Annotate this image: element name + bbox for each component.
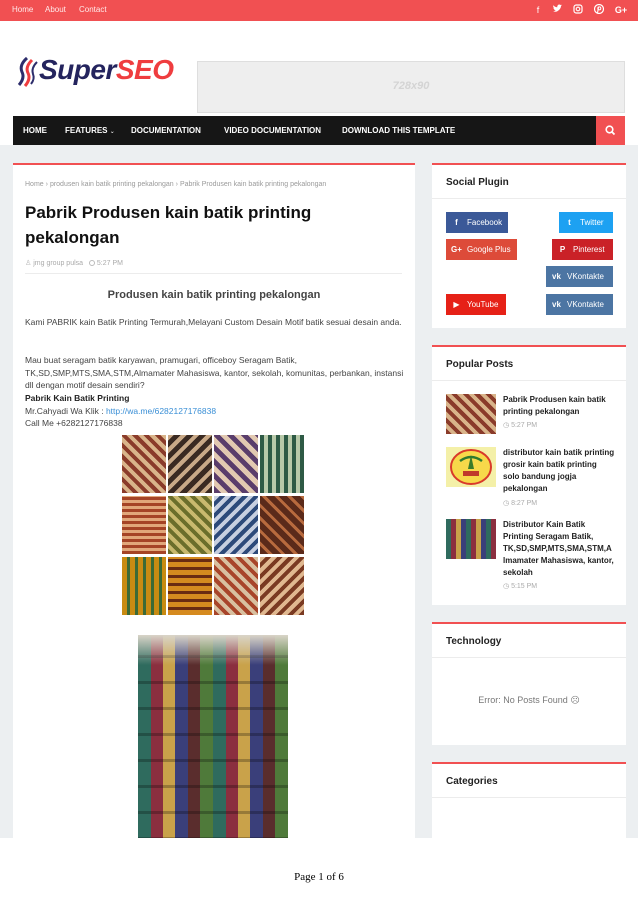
logo-mark-icon <box>13 56 39 88</box>
top-bar <box>0 0 638 21</box>
categories-title: Categories <box>446 776 498 787</box>
ad-banner[interactable] <box>197 61 625 113</box>
post-paragraph-2: Mau buat seragam batik karyawan, pramugari, officeboy Seragam Batik, TK,SD,SMP,MTS,SMA,STM,Almamater Mahasiswa, kantor, sekolah, komunitas, perbankan, instansi dll dengan motif desain sendiri? <box>25 355 404 390</box>
popular-post-time-3: ◷ 5:15 PM <box>503 583 538 590</box>
technology-empty-message: Error: No Posts Found ☹ <box>478 695 580 705</box>
breadcrumb-category[interactable]: produsen kain batik printing pekalongan <box>49 181 174 188</box>
popular-posts-title: Popular Posts <box>446 359 514 370</box>
search-button[interactable] <box>596 116 625 145</box>
popular-post-title-1[interactable]: Pabrik Produsen kain batik printing pekalongan <box>503 395 606 416</box>
site-header <box>0 21 638 116</box>
divider <box>432 657 626 658</box>
post-paragraph-1: Kami PABRIK kain Batik Printing Termurah,Melayani Custom Desain Motif batik sesuai desain anda. <box>25 317 402 327</box>
technology-widget <box>432 622 626 745</box>
top-link-contact[interactable]: Contact <box>79 5 107 14</box>
post-subheading: Produsen kain batik printing pekalongan <box>107 289 321 301</box>
divider <box>432 380 626 381</box>
breadcrumb-current: Pabrik Produsen kain batik printing pekalongan <box>179 181 327 188</box>
top-link-home[interactable]: Home <box>12 5 34 14</box>
breadcrumb <box>25 181 326 188</box>
social-pinterest-button[interactable]: P Pinterest <box>552 239 613 260</box>
facebook-icon[interactable]: f <box>536 5 540 15</box>
nav-features[interactable] <box>65 126 115 135</box>
social-google-plus-button[interactable]: G+ Google Plus <box>446 239 517 260</box>
post-title: Pabrik Produsen kain batik printing pekalongan <box>25 203 312 247</box>
batik-rack-photo <box>138 635 288 838</box>
social-plugin-title: Social Plugin <box>446 177 509 188</box>
post-author[interactable]: jmg group pulsa <box>33 260 84 267</box>
call-line: Call Me +6282127176838 <box>25 418 123 428</box>
search-icon <box>596 116 625 145</box>
popular-post-time-2: ◷ 8:27 PM <box>503 500 538 507</box>
post-time: 5:27 PM <box>96 260 123 267</box>
nav-home[interactable]: HOME <box>23 126 47 135</box>
nav-video-documentation[interactable]: VIDEO DOCUMENTATION <box>224 126 322 135</box>
social-youtube-button[interactable]: ▶ YouTube <box>446 294 506 315</box>
clock-icon: ◷ <box>503 500 510 507</box>
popular-post-title-3[interactable]: Distributor Kain Batik Printing Seragam Batik, TK,SD,SMP,MTS,SMA,STM,A lmamater Mahasiswa, kantor, sekolah <box>503 520 614 577</box>
vk-icon: vk <box>552 272 561 281</box>
main-nav <box>13 116 625 145</box>
instagram-icon[interactable] <box>572 4 584 16</box>
clock-icon: ◷ <box>503 422 510 429</box>
breadcrumb-separator: › <box>45 181 48 188</box>
logo-emblem-icon <box>446 447 496 487</box>
social-vk-button-2[interactable]: vk VKontakte <box>546 294 613 315</box>
logo-text: SuperSEO <box>39 54 174 85</box>
breadcrumb-separator: › <box>175 181 178 188</box>
nav-features-label: FEATURES <box>65 126 108 135</box>
pinterest-icon: P <box>559 245 566 254</box>
social-plugin-widget <box>432 163 626 328</box>
social-twitter-button[interactable]: t Twitter <box>559 212 613 233</box>
twitter-icon[interactable] <box>551 4 563 16</box>
post-card <box>13 163 415 838</box>
clock-icon <box>89 260 95 266</box>
chevron-down-icon: ⌄ <box>109 129 115 135</box>
user-icon: ♙ <box>25 260 32 267</box>
twitter-icon: t <box>568 218 571 227</box>
technology-title: Technology <box>446 636 502 647</box>
ad-label: 728x90 <box>392 80 430 92</box>
google-plus-icon: G+ <box>451 245 462 254</box>
nav-documentation[interactable]: DOCUMENTATION <box>131 126 201 135</box>
page-number: Page 1 of 6 <box>294 871 344 883</box>
breadcrumb-home[interactable]: Home <box>25 181 44 188</box>
popular-post-title-2[interactable]: distributor kain batik printing grosir kain batik printing solo bandung jogja pekalongan <box>503 448 615 493</box>
post-bold-line: Pabrik Kain Batik Printing <box>25 393 130 403</box>
batik-collage-image <box>120 435 306 619</box>
divider <box>432 198 626 199</box>
popular-post-time-1: ◷ 5:27 PM <box>503 422 538 429</box>
popular-post-thumb-1[interactable] <box>446 394 496 434</box>
wa-prefix: Mr.Cahyadi Wa Klik : <box>25 405 106 416</box>
social-vk-button[interactable]: vk VKontakte <box>546 266 613 287</box>
divider <box>25 273 402 274</box>
popular-post-thumb-3[interactable] <box>446 519 496 559</box>
divider <box>432 797 626 798</box>
site-logo[interactable] <box>13 54 173 86</box>
facebook-icon: f <box>455 218 458 227</box>
pinterest-icon[interactable] <box>593 4 605 16</box>
top-link-about[interactable]: About <box>45 5 66 14</box>
social-facebook-button[interactable]: f Facebook <box>446 212 508 233</box>
popular-post-thumb-2[interactable] <box>446 447 496 487</box>
youtube-icon: ▶ <box>453 300 460 309</box>
vk-icon: vk <box>552 300 561 309</box>
clock-icon: ◷ <box>503 583 510 590</box>
post-meta <box>25 259 123 267</box>
post-contact-block <box>25 392 405 430</box>
categories-widget <box>432 762 626 838</box>
nav-download-template[interactable]: DOWNLOAD THIS TEMPLATE <box>342 126 456 135</box>
popular-posts-widget <box>432 345 626 605</box>
whatsapp-link[interactable]: http://wa.me/6282127176838 <box>105 405 217 416</box>
google-plus-icon[interactable]: G+ <box>614 5 628 15</box>
